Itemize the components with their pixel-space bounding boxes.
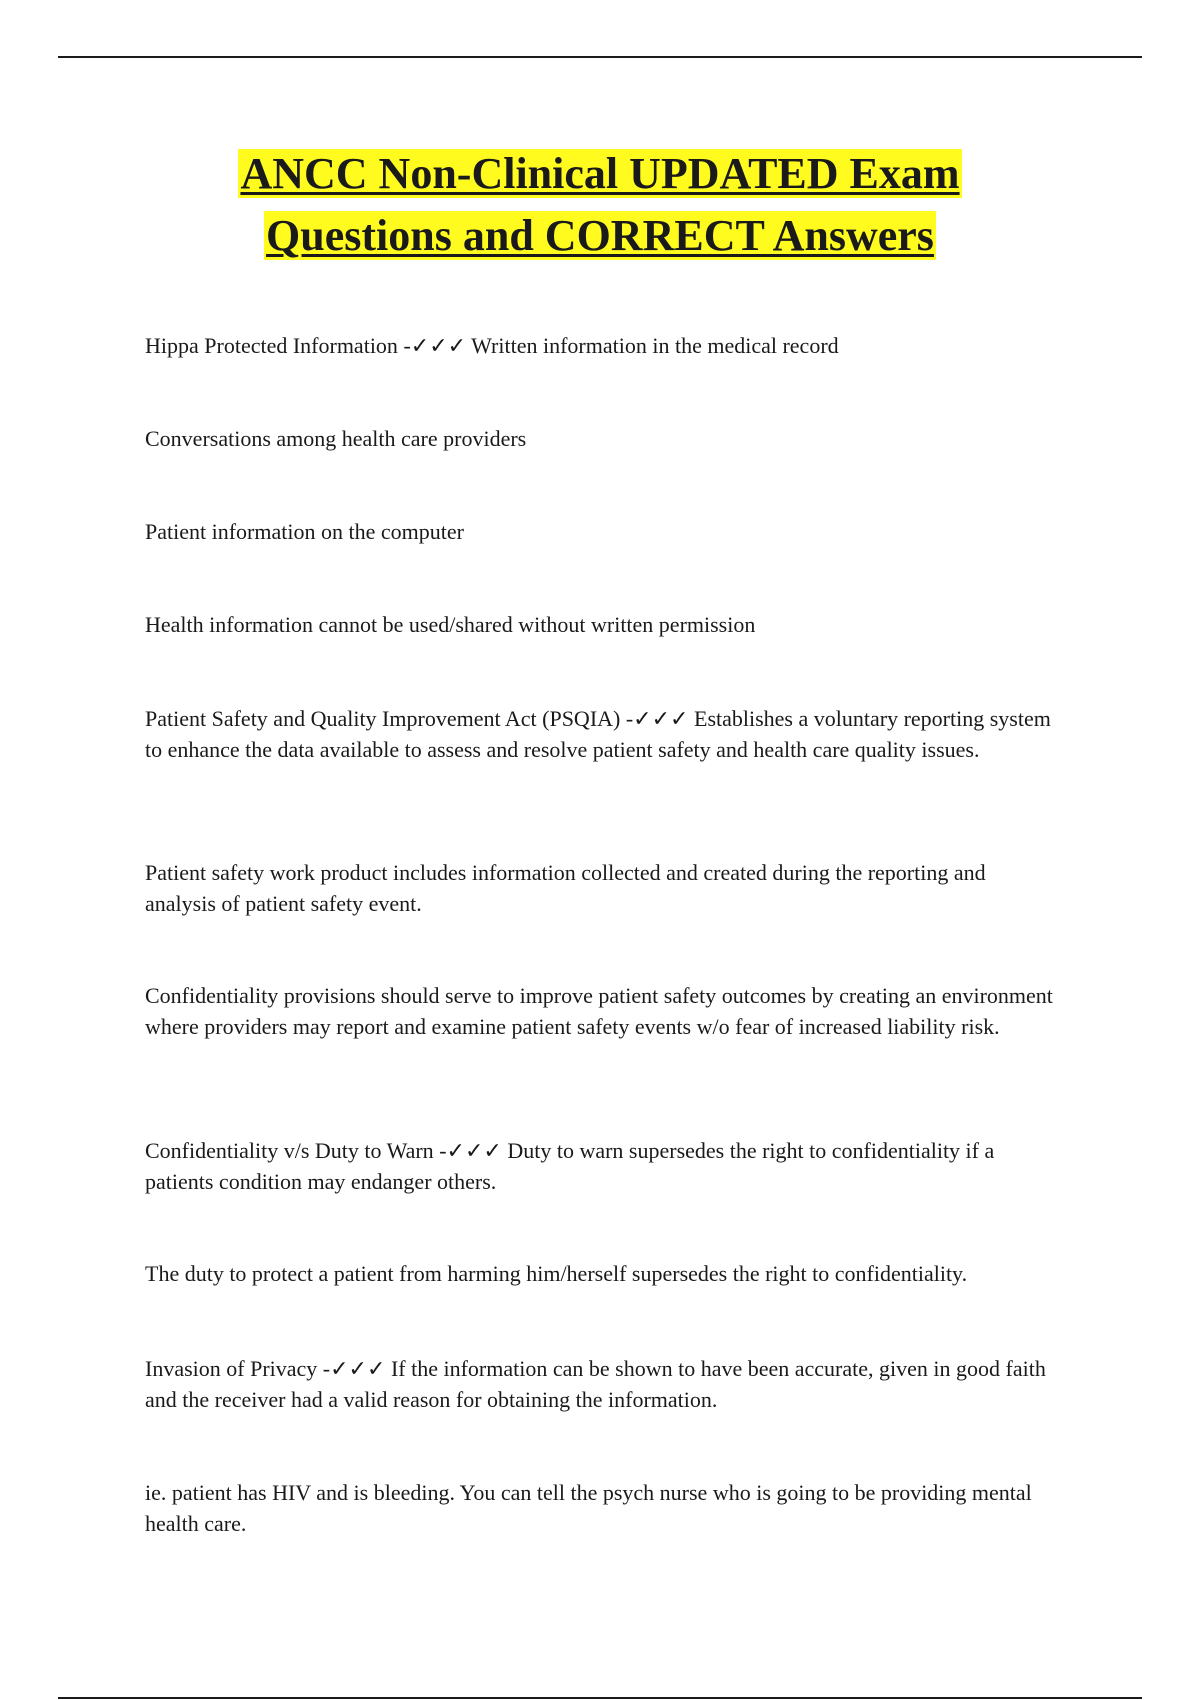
document-title: [0, 143, 1200, 267]
note-paragraph: [145, 423, 1055, 454]
qa-entry: [145, 703, 1055, 765]
entry-term: Confidentiality v/s Duty to Warn: [145, 1138, 434, 1163]
bottom-rule: [58, 1697, 1142, 1699]
checkmark-separator: -✓✓✓: [433, 1138, 508, 1163]
entry-definition: Establishes a voluntary reporting system to enhance the data available to assess and resolve patient safety and health care quality issues.: [145, 706, 1051, 762]
entry-definition: Duty to warn supersedes the right to confidentiality if a patients condition may endanger others.: [145, 1138, 995, 1194]
note-paragraph: [145, 609, 1055, 640]
paragraph-text: The duty to protect a patient from harming him/herself supersedes the right to confidentiality.: [145, 1261, 968, 1286]
entry-definition: Written information in the medical record: [471, 333, 839, 358]
paragraph-text: ie. patient has HIV and is bleeding. You can tell the psych nurse who is going to be providing mental health care.: [145, 1480, 1032, 1536]
title-line-2: Questions and CORRECT Answers: [266, 211, 934, 260]
checkmark-separator: -✓✓✓: [620, 706, 694, 731]
top-rule: [58, 56, 1142, 58]
title-line-1: ANCC Non-Clinical UPDATED Exam: [240, 149, 960, 198]
paragraph-text: Health information cannot be used/shared without written permission: [145, 612, 756, 637]
entry-term: Hippa Protected Information: [145, 333, 398, 358]
checkmark-separator: -✓✓✓: [317, 1356, 391, 1381]
qa-entry: [145, 1135, 1055, 1197]
paragraph-text: Conversations among health care providers: [145, 426, 527, 451]
entry-term: Invasion of Privacy: [145, 1356, 318, 1381]
note-paragraph: [145, 1258, 1055, 1289]
checkmark-separator: -✓✓✓: [397, 333, 472, 358]
qa-entry: [145, 1353, 1055, 1415]
qa-entry: [145, 330, 1055, 361]
paragraph-text: Patient safety work product includes information collected and created during the reporting and analysis of patient safety event.: [145, 860, 986, 916]
note-paragraph: [145, 516, 1055, 547]
paragraph-text: Confidentiality provisions should serve to improve patient safety outcomes by creating an environment where providers may report and examine patient safety events w/o fear of increased liability risk.: [145, 983, 1053, 1039]
note-paragraph: [145, 1477, 1055, 1539]
note-paragraph: [145, 857, 1055, 919]
entry-term: Patient Safety and Quality Improvement Act (PSQIA): [145, 706, 621, 731]
note-paragraph: [145, 980, 1055, 1042]
paragraph-text: Patient information on the computer: [145, 519, 464, 544]
entry-definition: If the information can be shown to have been accurate, given in good faith and the receiver had a valid reason for obtaining the information.: [145, 1356, 1046, 1412]
